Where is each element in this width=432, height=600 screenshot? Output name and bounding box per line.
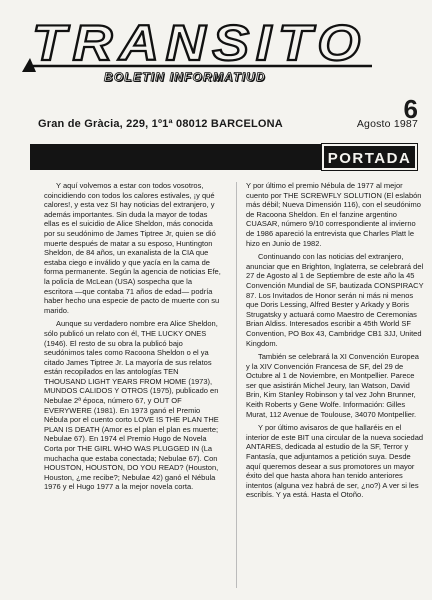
right-column — [246, 181, 424, 504]
issue-date: Agosto 1987 — [356, 118, 418, 130]
masthead-subtitle: BOLETIN INFORMATIUD — [104, 70, 266, 84]
section-bar — [30, 144, 417, 170]
paragraph: Aunque su verdadero nombre era Alice Sheldon, sólo publicó un relato con él, THE LUCKY ONES (1946). El resto de su obra la publicó bajo seudónimos tales como Racoona Sheldon o el ya citado James Tiptree Jr. La mayoría de sus relatos están recopilados en las antologías TEN THOUSAND LIGHT YEARS FROM HOME (1973), MUNDOS CALIDOS Y OTROS (1975), publicado en Nebulae 2ª época, número 67, y OUT OF EVERYWERE (1981). En 1973 ganó el Premio Nébula por el cuento corto LOVE IS THE PLAN THE PLAN IS DEATH (Amor es el plan el plan es muerte; Nebulae 67). En 1974 el Premio Hugo de Novela Corta por THE GIRL WHO WAS PLUGGED IN (La muchacha que estaba conectada; Nebulae 67). Con HOUSTON, HOUSTON, DO YOU READ? (Houston, Houston, ¿me recibe?; Nebulae 42) ganó el Nébula 1976 y el Hugo 1977 a la mejor novela corta. — [44, 319, 219, 492]
paragraph: Y por último el premio Nébula de 1977 al mejor cuento por THE SCREWFLY SOLUTION (El eslabón más débil; Nueva Dimensión 116), con el seudónimo de Racoona Sheldon. En el fanzine argentino CUASAR, número 9/10 correspondiente al invierno de 1986 apareció la entrevista que Charles Platt le hizo en Junio de 1982. — [246, 181, 422, 248]
column-divider — [236, 182, 237, 588]
masthead — [22, 8, 422, 128]
left-column — [44, 181, 222, 496]
section-label: PORTADA — [322, 144, 417, 170]
address-line — [38, 118, 418, 130]
paragraph: Y por último avisaros de que hallaréis en el interior de este BIT una circular de la nueva sociedad ANTARES, dedicada al estudio de la SF, Terror y Fantasía, que adjuntamos a petición suya. Desde aquí queremos desear a sus promotores un mayor éxito del que hasta ahora han tenido anteriores intentos (alguna vez habrá de ser, ¿no?) A ver si les escribís. Y ya está. Hasta el Otoño. — [246, 423, 424, 500]
issue-number: 6 — [403, 94, 418, 124]
address: Gran de Gràcia, 229, 1º1ª 08012 BARCELONA — [38, 118, 283, 130]
paragraph: Y aquí volvemos a estar con todos vosotros, coincidiendo con todos los calores estivales, ¡y qué calores!, y esta vez SI hay noticias del extranjero, y además importantes. Sin duda la mayor de todas ellas es el suicidio de Alice Sheldon, más conocida por su seudónimo de James Tiptree Jr, quien se dió muerte después de matar a su esposo, Huntington Sheldon, de 84 años, un exanalista de la CIA que estaba ciego e inválido y que yacía en la cama de forma permanente. Según la agencia de noticias Efe, la policía de McLean (USA) sospecha que la escritora —que contaba 71 años de edad— podría haber hecho una especie de pacto de muerte con su marido. — [44, 181, 221, 315]
masthead-title: TRANSITO — [32, 15, 367, 71]
paragraph: Continuando con las noticias del extranjero, anunciar que en Brighton, Inglaterra, se celebrará del 27 de Agosto al 1 de Septiembre de este año la 45 Convención Mundial de SF, bautizada CONSPIRACY 87. Los Invitados de Honor serán ni más ni menos que Doris Lessing, Alfred Bester y Arkady y Boris Strugatsky y actuará como Maestro de Ceremonias Brian Aldiss. Interesados escribir a 45th World SF Convention, PO Box 43, Cambridge CB1 3JJ, United Kingdom. — [246, 252, 424, 348]
paragraph: También se celebrará la XI Convención Europea y la XIV Convención Francesa de SF, del 29 de Octubre al 1 de Noviembre, en Montpellier. Parece ser que asistirán Michel Jeury, Ian Watson, David Brin, Kim Stanley Robinson y tal vez John Brunner, Keith Roberts y Gene Wolfe. Información: Gilles Murat, 112 Avenue de Toulouse, 34070 Montpellier. — [246, 352, 419, 419]
